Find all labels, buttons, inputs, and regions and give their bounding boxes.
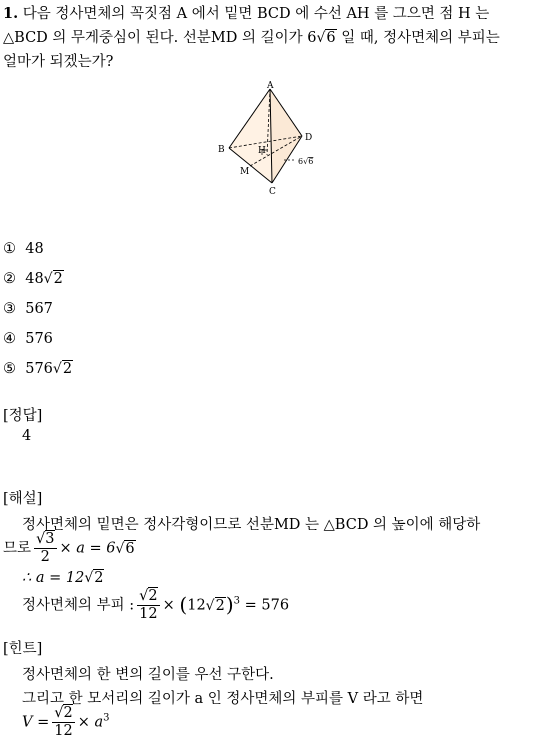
- solution-sqrt-3: √2: [205, 597, 225, 614]
- choice-value: 567: [25, 301, 53, 317]
- label-m: M: [240, 167, 250, 177]
- choice-sqrt-value: 2: [53, 271, 63, 287]
- question-text-2a: △BCD 의 무게중심이 된다. 선분MD 의 길이가 6: [3, 30, 317, 46]
- solution-text-3: ∴ a = 12: [22, 570, 85, 586]
- choice-value: 576: [25, 331, 53, 347]
- question-sqrt: √6: [316, 30, 336, 46]
- choice-sqrt-value: 2: [62, 361, 73, 377]
- solution-sqrt-1-value: 6: [125, 540, 135, 557]
- solution-text-2b: × a = 6: [59, 540, 116, 557]
- hint-line-2: 그리고 한 모서리의 길이가 a 인 정사면체의 부피를 V 라고 하면: [22, 691, 424, 707]
- label-b: B: [218, 145, 225, 155]
- frac2-denominator: 12: [139, 606, 158, 622]
- choice-1[interactable]: [3, 241, 44, 257]
- hint-frac-numerator-value: 2: [63, 705, 73, 721]
- question-line-3: 얼마가 되겠는가?: [3, 54, 114, 70]
- label-c: C: [269, 187, 276, 197]
- frac2-numerator-value: 2: [148, 588, 158, 604]
- choice-5[interactable]: [3, 361, 73, 377]
- solution-fraction-2: $\frac{√2}{12}$: [139, 588, 158, 622]
- hint-heading: [힌트]: [3, 641, 43, 657]
- solution-heading: [해설]: [3, 491, 43, 507]
- choice-marker: ④: [3, 331, 16, 347]
- solution-times: ×: [162, 597, 175, 614]
- solution-result: = 576: [244, 597, 290, 614]
- choice-value: 48: [25, 271, 44, 287]
- answer-heading: [정답]: [3, 408, 43, 424]
- solution-exponent: 3: [233, 595, 241, 607]
- choice-marker: ③: [3, 301, 16, 317]
- solution-sqrt-2-value: 2: [94, 570, 104, 586]
- choice-marker: ⑤: [3, 361, 16, 377]
- hint-line-3: [22, 706, 110, 739]
- question-number: 1.: [3, 5, 19, 22]
- solution-line-2: [3, 532, 136, 565]
- right-paren: ): [225, 592, 234, 617]
- choice-marker: ②: [3, 271, 16, 287]
- length-label-rad: 6: [308, 157, 314, 166]
- label-h: H: [258, 146, 266, 156]
- hint-text-3a: V =: [22, 714, 50, 731]
- choice-marker: ①: [3, 241, 16, 257]
- question-text-1: 다음 정사면체의 꼭짓점 A 에서 밑면 BCD 에 수선 AH 를 그으면 점 H 는: [22, 6, 490, 22]
- choice-value: 576: [25, 361, 53, 377]
- length-label-coef: 6: [298, 157, 304, 166]
- hint-frac-denominator: 12: [54, 723, 73, 739]
- hint-fraction: $\frac{√2}{12}$: [54, 705, 73, 739]
- frac1-numerator-value: 3: [45, 531, 55, 547]
- hint-exponent: 3: [103, 712, 110, 724]
- solution-fraction-1: $\frac{√3}{2}$: [36, 531, 55, 565]
- face-acd: [270, 89, 302, 183]
- solution-line-1: 정사면체의 밑면은 정사각형이므로 선분MD 는 △BCD 의 높이에 해당하: [22, 517, 481, 533]
- solution-line-4: [22, 589, 289, 622]
- question-sqrt-value: 6: [326, 30, 336, 46]
- question-text-2b: 일 때, 정사면체의 부피는: [336, 30, 500, 46]
- face-abc: [229, 89, 272, 183]
- question-line-1: [3, 2, 489, 23]
- frac1-denominator: 2: [40, 549, 50, 565]
- solution-sqrt-3-value: 2: [215, 597, 225, 614]
- length-label: [298, 157, 313, 166]
- label-d: D: [305, 133, 313, 143]
- question-line-2: [3, 26, 500, 47]
- choice-4[interactable]: [3, 331, 53, 347]
- solution-sqrt-2: √2: [84, 570, 104, 586]
- choice-3[interactable]: [3, 301, 53, 317]
- hint-text-3b: × a: [77, 714, 104, 731]
- choice-value: 48: [25, 241, 44, 257]
- solution-text-2a: 므로: [3, 540, 32, 557]
- hint-line-1: 정사면체의 한 변의 길이를 우선 구한다.: [22, 667, 274, 683]
- length-label-root: √: [303, 157, 309, 166]
- tetrahedron-figure: [210, 80, 330, 200]
- solution-line-3: [22, 570, 104, 586]
- left-paren: (: [179, 592, 188, 617]
- label-a: A: [267, 81, 274, 91]
- solution-inner: 12: [187, 597, 206, 614]
- choice-sqrt: √2: [52, 361, 73, 377]
- answer-value: 4: [22, 428, 32, 444]
- solution-text-4a: 정사면체의 부피 :: [22, 597, 135, 614]
- solution-sqrt-1: √6: [115, 540, 135, 557]
- choice-2[interactable]: [3, 271, 64, 287]
- choice-sqrt: √2: [43, 271, 63, 287]
